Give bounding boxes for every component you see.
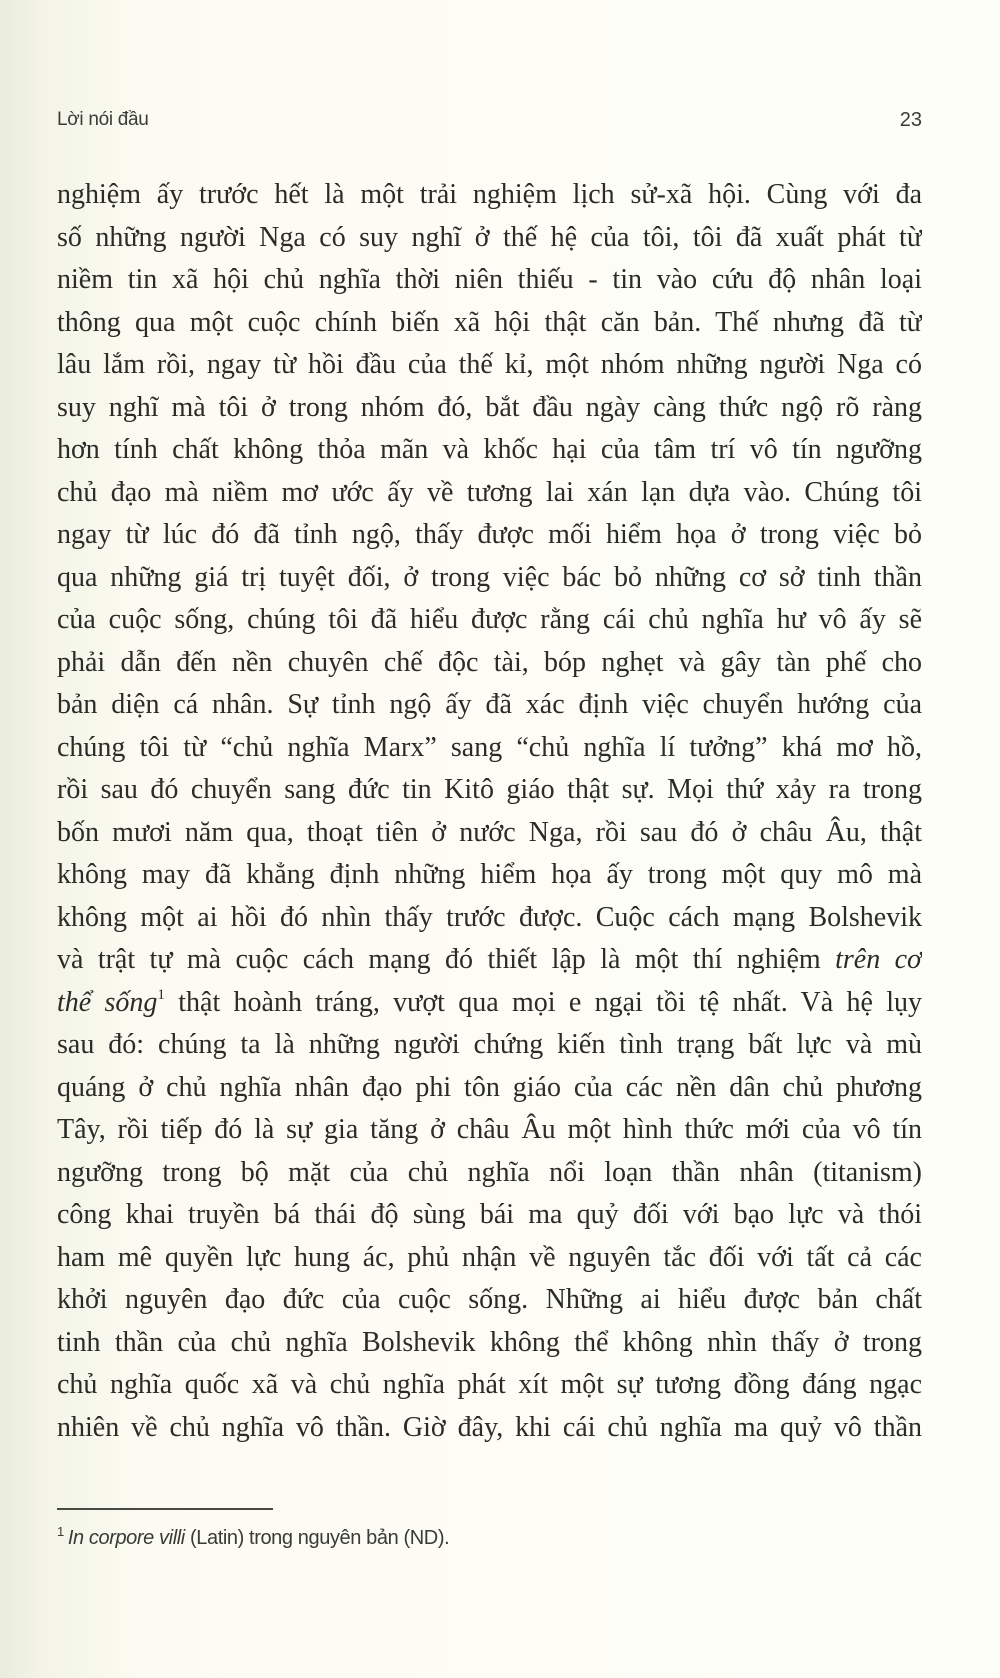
footnote xyxy=(57,1525,657,1551)
footnote-divider xyxy=(57,1508,273,1510)
text-line: nhiên về chủ nghĩa vô thần. Giờ đây, khi cái chủ nghĩa ma quỷ vô thần xyxy=(57,1411,922,1443)
text-line: bản diện cá nhân. Sự tỉnh ngộ ấy đã xác định việc chuyển hướng của xyxy=(57,689,922,720)
text-line: chủ đạo mà niềm mơ ước ấy về tương lai xán lạn dựa vào. Chúng tôi xyxy=(57,476,922,508)
text-line: lâu lắm rồi, ngay từ hồi đầu của thế kỉ, một nhóm những người Nga có xyxy=(57,349,922,380)
text-line: số những người Nga có suy nghĩ ở thế hệ của tôi, tôi đã xuất phát từ xyxy=(57,221,922,253)
line-text: và trật tự mà cuộc cách mạng đó thiết lập là một thí nghiệm xyxy=(57,944,821,975)
text-line: không một ai hồi đó nhìn thấy trước được. Cuộc cách mạng Bolshevik xyxy=(57,901,922,933)
text-line: công khai truyền bá thái độ sùng bái ma quỷ đối với bạo lực và thói xyxy=(57,1199,922,1230)
text-line: thông qua một cuộc chính biến xã hội thật căn bản. Thế nhưng đã từ xyxy=(57,306,922,338)
text-line: Tây, rồi tiếp đó là sự gia tăng ở châu Âu một hình thức mới của vô tín xyxy=(57,1114,922,1145)
line-text: thật hoành tráng, vượt qua mọi e ngại tồi tệ nhất. Và hệ lụy xyxy=(178,986,922,1018)
text-line: suy nghĩ mà tôi ở trong nhóm đó, bắt đầu ngày càng thức ngộ rõ ràng xyxy=(57,391,922,423)
footnote-marker: 1 xyxy=(57,1524,64,1539)
text-line: sau đó: chúng ta là những người chứng kiến tình trạng bất lực và mù xyxy=(57,1029,922,1060)
footnote-text: (Latin) trong nguyên bản (ND). xyxy=(184,1527,450,1549)
text-line: phải dẫn đến nền chuyên chế độc tài, bóp nghẹt và gây tàn phế cho xyxy=(57,646,922,678)
text-line: của cuộc sống, chúng tôi đã hiểu được rằng cái chủ nghĩa hư vô ấy sẽ xyxy=(57,604,922,635)
text-line: chúng tôi từ “chủ nghĩa Marx” sang “chủ nghĩa lí tưởng” khá mơ hồ, xyxy=(57,731,922,763)
text-line-with-italic xyxy=(57,939,922,982)
text-line: không may đã khẳng định những hiểm họa ấy trong một quy mô mà xyxy=(57,859,922,890)
text-line: qua những giá trị tuyệt đối, ở trong việc bác bỏ những cơ sở tinh thần xyxy=(57,561,922,593)
text-line-with-footnote-ref xyxy=(57,982,922,1025)
running-header xyxy=(57,108,922,132)
italic-phrase: trên cơ xyxy=(835,944,922,975)
text-line: ham mê quyền lực hung ác, phủ nhận về nguyên tắc đối với tất cả các xyxy=(57,1241,922,1273)
footnote-latin-phrase: In corpore villi xyxy=(67,1527,185,1549)
text-line: hơn tính chất không thỏa mãn và khốc hại của tâm trí vô tín ngưỡng xyxy=(57,434,922,465)
body-paragraph xyxy=(57,174,922,1449)
text-line: tinh thần của chủ nghĩa Bolshevik không thể không nhìn thấy ở trong xyxy=(57,1326,922,1358)
text-line: nghiệm ấy trước hết là một trải nghiệm lịch sử-xã hội. Cùng với đa xyxy=(57,179,922,210)
text-line: quáng ở chủ nghĩa nhân đạo phi tôn giáo của các nền dân chủ phương xyxy=(57,1071,922,1103)
text-line: bốn mươi năm qua, thoạt tiên ở nước Nga, rồi sau đó ở châu Âu, thật xyxy=(57,816,922,848)
italic-phrase: thể sống xyxy=(57,986,158,1018)
page-number: 23 xyxy=(899,109,922,131)
running-title: Lời nói đầu xyxy=(57,109,149,130)
text-line: ngay từ lúc đó đã tỉnh ngộ, thấy được mối hiểm họa ở trong việc bỏ xyxy=(57,519,922,550)
footnote-reference[interactable]: 1 xyxy=(157,986,165,1003)
text-line: rồi sau đó chuyển sang đức tin Kitô giáo thật sự. Mọi thứ xảy ra trong xyxy=(57,774,922,805)
text-line: khởi nguyên đạo đức của cuộc sống. Những ai hiểu được bản chất xyxy=(57,1284,922,1315)
text-line: ngưỡng trong bộ mặt của chủ nghĩa nổi loạn thần nhân (titanism) xyxy=(57,1156,922,1188)
text-line: chủ nghĩa quốc xã và chủ nghĩa phát xít một sự tương đồng đáng ngạc xyxy=(57,1369,922,1400)
text-line: niềm tin xã hội chủ nghĩa thời niên thiếu - tin vào cứu độ nhân loại xyxy=(57,264,922,295)
